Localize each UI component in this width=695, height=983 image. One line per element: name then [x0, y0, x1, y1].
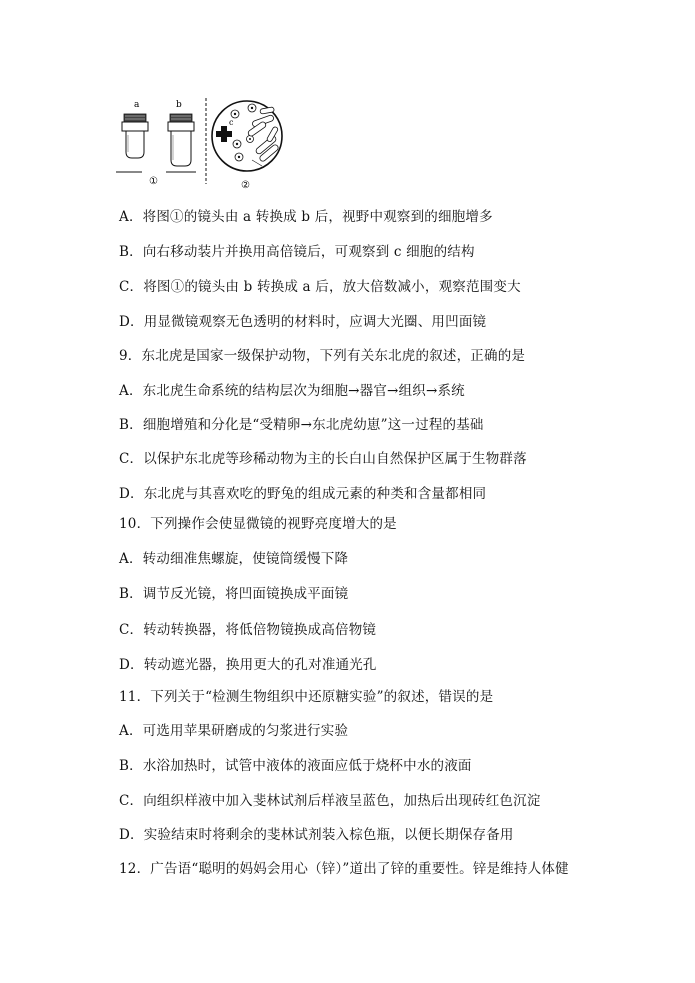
label-c: c: [229, 118, 234, 127]
question-11: 11．下列关于“检测生物组织中还原糖实验”的叙述，错误的是: [119, 689, 494, 705]
caption-1: ①: [149, 176, 158, 187]
objective-lens-a: [122, 100, 148, 158]
question-11-option-b: B．水浴加热时，试管中液体的液面应低于烧杯中水的液面: [119, 758, 472, 774]
question-10-option-d: D．转动遮光器，换用更大的孔对准通光孔: [119, 657, 377, 673]
question-10: 10．下列操作会使显微镜的视野亮度增大的是: [119, 516, 397, 532]
question-9-option-a: A．东北虎生命系统的结构层次为细胞→器官→组织→系统: [119, 383, 465, 399]
objective-lens-b: [168, 100, 194, 166]
microscope-figure: [112, 94, 292, 190]
question-10-option-a: A．转动细准焦螺旋，使镜筒缓慢下降: [119, 551, 349, 567]
question-11-option-c: C．向组织样液中加入斐林试剂后样液呈蓝色，加热后出现砖红色沉淀: [119, 793, 541, 809]
question-9: 9．东北虎是国家一级保护动物，下列有关东北虎的叙述，正确的是: [119, 348, 526, 364]
question-9-option-c: C．以保护东北虎等珍稀动物为主的长白山自然保护区属于生物群落: [119, 451, 527, 467]
question-10-option-b: B．调节反光镜，将凹面镜换成平面镜: [119, 586, 349, 602]
label-a: a: [134, 100, 140, 110]
question-12: 12．广告语“聪明的妈妈会用心（锌）”道出了锌的重要性。锌是维持人体健: [119, 861, 569, 877]
option-d: D．用显微镜观察无色透明的材料时，应调大光圈、用凹面镜: [119, 314, 487, 330]
question-11-option-d: D．实验结束时将剩余的斐林试剂装入棕色瓶，以便长期保存备用: [119, 827, 514, 843]
field-of-view: [212, 101, 282, 171]
option-c: C．将图①的镜头由 b 转换成 a 后，放大倍数减小，观察范围变大: [119, 279, 521, 295]
label-b: b: [176, 100, 182, 110]
caption-2: ②: [241, 180, 250, 190]
option-a: A．将图①的镜头由 a 转换成 b 后，视野中观察到的细胞增多: [119, 209, 493, 225]
question-10-option-c: C．转动转换器，将低倍物镜换成高倍物镜: [119, 622, 377, 638]
option-b: B．向右移动装片并换用高倍镜后，可观察到 c 细胞的结构: [119, 244, 475, 260]
question-9-option-b: B．细胞增殖和分化是“受精卵→东北虎幼崽”这一过程的基础: [119, 417, 484, 433]
question-11-option-a: A．可选用苹果研磨成的匀浆进行实验: [119, 723, 349, 739]
question-9-option-d: D．东北虎与其喜欢吃的野兔的组成元素的种类和含量都相同: [119, 486, 487, 502]
